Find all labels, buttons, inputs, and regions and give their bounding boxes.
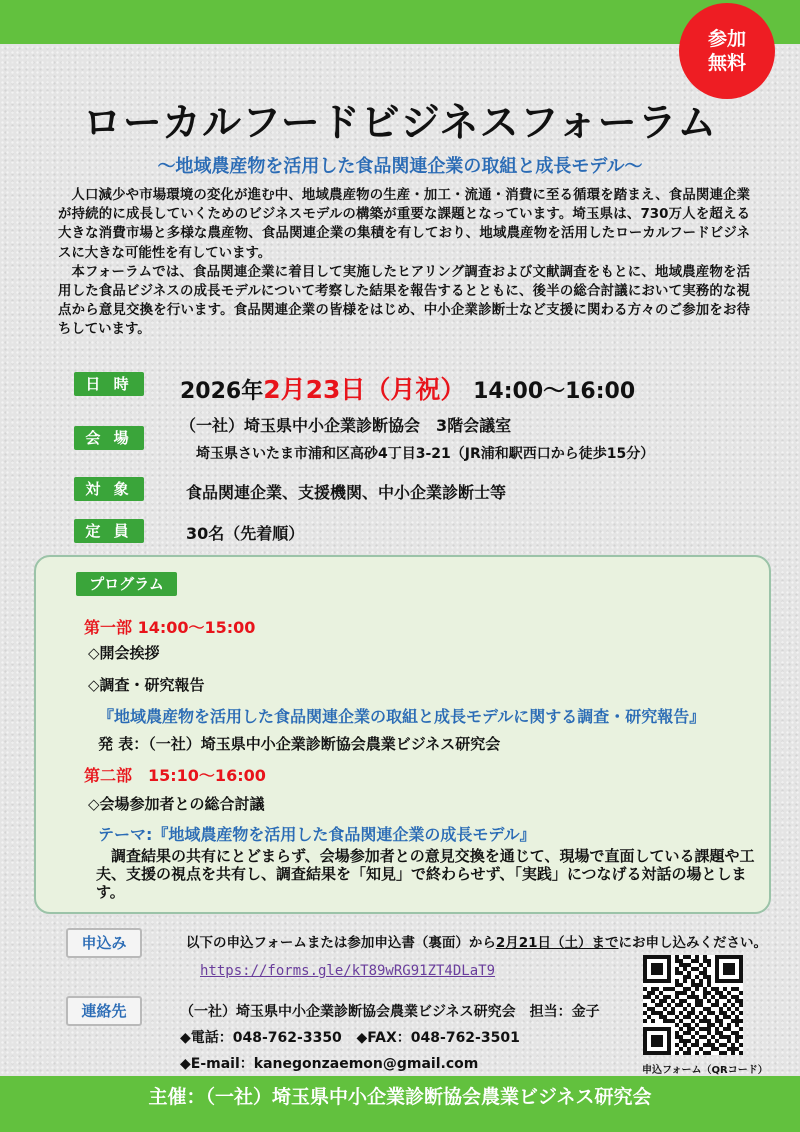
- qr-code[interactable]: [643, 955, 743, 1055]
- badge-line2: 無料: [707, 52, 746, 74]
- capacity-label: 定 員: [74, 519, 144, 543]
- application-deadline: 2月21日（土）まで: [495, 935, 619, 951]
- part1-opening: ◇開会挨拶: [88, 644, 160, 662]
- contact-tel: ◆電話：048-762-3350: [180, 1030, 342, 1046]
- intro-paragraph-1: 人口減少や市場環境の変化が進む中、地域農産物の生産・加工・流通・消費に至る循環を踏まえ、食品関連企業が持続的に成長していくためのビジネスモデルの構築が重要な課題となっています。埼玉県は、730万人を超える大きな消費市場と多様な農産物、食品関連企業の集積を有しており、地域農産物を活用したローカルフードビジネスに大きな可能性を有しています。: [58, 188, 750, 261]
- event-time: 14:00～16:00: [473, 379, 636, 404]
- intro-paragraph-2: 本フォーラムでは、食品関連企業に着目して実施したヒアリング調査および文献調査をもとに、地域農産物を活用した食品ビジネスの成長モデルについて考察した結果を報告するとともに、後半の総合討議において実務的な視点から意見交換を行います。食品関連企業の皆様をはじめ、中小企業診断士など支援に関わる方々のご参加をお待ちしています。: [58, 264, 750, 338]
- application-form-link[interactable]: https://forms.gle/kT89wRG91ZT4DLaT9: [200, 963, 496, 979]
- date-label: 日 時: [74, 372, 144, 396]
- part1-report: ◇調査・研究報告: [88, 676, 205, 694]
- qr-code-graphic: [643, 955, 743, 1055]
- intro-text: [58, 186, 750, 340]
- contact-fax: ◆FAX：048-762-3501: [356, 1030, 520, 1046]
- part1-report-title: 『地域農産物を活用した食品関連企業の取組と成長モデルに関する調査・研究報告』: [98, 707, 706, 726]
- contact-label: 連絡先: [66, 996, 142, 1026]
- program-label: プログラム: [76, 572, 177, 596]
- venue-label: 会 場: [74, 426, 144, 450]
- part2-header: 第二部 15:10～16:00: [84, 766, 266, 785]
- target-label: 対 象: [74, 477, 144, 501]
- target-value: 食品関連企業、支援機関、中小企業診断士等: [186, 483, 507, 502]
- venue-address: 埼玉県さいたま市浦和区高砂4丁目3-21（JR浦和駅西口から徒歩15分）: [196, 446, 655, 462]
- part1-header: 第一部 14:00～15:00: [84, 618, 256, 637]
- contact-phone-fax: [180, 1027, 520, 1047]
- part2-theme: テーマ:『地域農産物を活用した食品関連企業の成長モデル』: [98, 825, 536, 844]
- capacity-value: 30名（先着順）: [186, 524, 305, 543]
- part1-presenter: 発 表：（一社）埼玉県中小企業診断協会農業ビジネス研究会: [98, 735, 501, 753]
- venue-name: （一社）埼玉県中小企業診断協会 3階会議室: [180, 416, 512, 435]
- contact-email: ◆E-mail：kanegonzaemon@gmail.com: [180, 1056, 479, 1072]
- badge-line1: 参加: [707, 28, 746, 50]
- application-text-after: にお申し込みください。: [618, 935, 768, 951]
- free-entry-badge: [679, 3, 775, 99]
- event-year: 2026年: [180, 379, 264, 404]
- footer-host: 主催：（一社）埼玉県中小企業診断協会農業ビジネス研究会: [0, 1076, 800, 1132]
- event-datetime: [180, 370, 635, 406]
- part2-description: 調査結果の共有にとどまらず、会場参加者との意見交換を通じて、現場で直面している課題や工夫、支援の視点を共有し、調査結果を「知見」で終わらせず、「実践」につなげる対話の場とします。: [96, 847, 755, 901]
- event-date: 2月23日（月祝）: [263, 375, 466, 404]
- qr-caption: 申込フォーム（QRコード）: [642, 1065, 768, 1076]
- page-title: ローカルフードビジネスフォーラム: [82, 101, 718, 146]
- part2-discussion: ◇会場参加者との総合討議: [88, 795, 265, 813]
- application-text-before: 以下の申込フォームまたは参加申込書（裏面）から: [186, 935, 496, 951]
- contact-org: （一社）埼玉県中小企業診断協会農業ビジネス研究会 担当：金子: [180, 1004, 600, 1020]
- application-text: [186, 931, 767, 951]
- application-label: 申込み: [66, 928, 142, 958]
- page-subtitle: ～地域農産物を活用した食品関連企業の取組と成長モデル～: [157, 156, 643, 177]
